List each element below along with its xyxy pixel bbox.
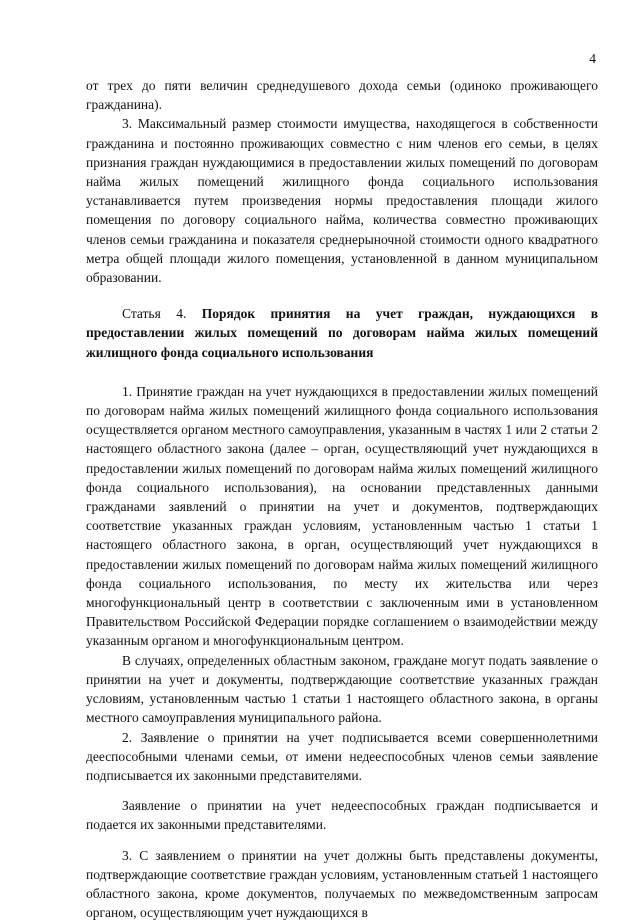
paragraph-application-signing: 2. Заявление о принятии на учет подписывается всеми совершеннолетними дееспособными членами семьи, от имени недееспособных членов семьи заявление подписывается их законными представителями. xyxy=(86,729,598,783)
paragraph-district-submission: В случаях, определенных областным законом, граждане могут подать заявление о принятии на учет и документы, подтверждающие соответствие указанных граждан условиям, установленным частью 1 статьи 1 настоящего областного закона, в органы местного самоуправления муниципального района. xyxy=(86,652,598,726)
article-title: Порядок принятия на учет граждан, нуждающихся в предоставлении жилых помещений по договорам найма жилых помещений жилищного фонда социального использования xyxy=(86,306,598,360)
paragraph-max-property-value: 3. Максимальный размер стоимости имущества, находящегося в собственности гражданина и постоянно проживающих совместно с ним членов его семьи, в целях признания граждан нуждающимися в предоставлении жилых помещений по договорам найма жилых помещений жилищного фонда социального использования устанавливается путем произведения нормы предоставления площади жилого помещения по договору социального найма, количества совместно проживающих членов семьи гражданина и показателя среднерыночной стоимости одного квадратного метра общей площади жилого помещения, установленной в данном муниципальном образовании. xyxy=(86,116,598,286)
paragraph-required-documents: 3. С заявлением о принятии на учет должны быть представлены документы, подтверждающие соответствие граждан условиям, установленным статьей 1 настоящего областного закона, кроме документов, получаемых по межведомственным запросам органом, осуществляющим учет нуждающихся в xyxy=(86,847,598,921)
paragraph-income-continuation: от трех до пяти величин среднедушевого дохода семьи (одиноко проживающего гражданина). xyxy=(86,78,598,113)
paragraph-incapacitated-application: Заявление о принятии на учет недееспособных граждан подписывается и подается их законными представителями. xyxy=(86,798,598,833)
document-body xyxy=(86,76,598,922)
paragraph-registration-procedure: 1. Принятие граждан на учет нуждающихся в предоставлении жилых помещений по договорам найма жилых помещений жилищного фонда социального использования осуществляется органом местного самоуправления, указанным в частях 1 или 2 статьи 2 настоящего областного закона (далее – орган, осуществляющий учет нуждающихся в предоставлении жилых помещений по договорам найма жилых помещений жилищного фонда социального использования), на основании представленных данными гражданами заявлений о принятии на учет и документов, подтверждающих соответствие указанных граждан условиям, установленным частью 1 статьи 1 настоящего областного закона, в орган, осуществляющий учет нуждающихся в предоставлении жилых помещений по договорам найма жилых помещений жилищного фонда социального использования, по месту их жительства или через многофункциональный центр в соответствии с заключенным ими в установленном Правительством Российской Федерации порядке соглашением о взаимодействии между указанным органом и многофункциональным центром. xyxy=(86,383,598,649)
page-number: 4 xyxy=(589,51,596,66)
article-heading xyxy=(86,304,598,362)
article-number: Статья 4. xyxy=(122,306,187,322)
